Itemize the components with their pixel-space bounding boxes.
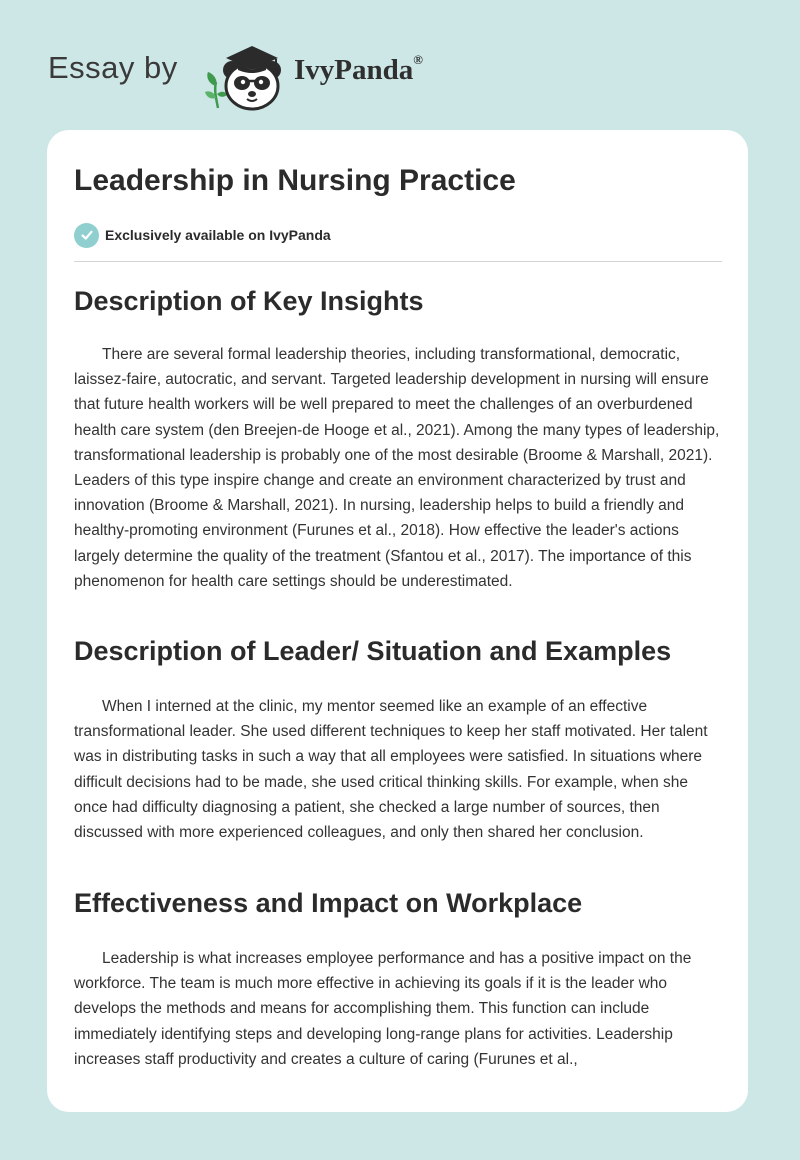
panda-logo-icon[interactable] [200,36,296,112]
section-body-effectiveness: Leadership is what increases employee performance and has a positive impact on the workforce. The team is much more effective in achieving its goals if it is the leader who develops the methods and means for accomplishing them. This function can include immediately identifying steps and developing long-range plans for activities. Leadership increases staff productivity and creates a culture of caring (Furunes et al., [74,950,692,1068]
exclusive-badge [74,222,331,248]
section-heading-leader-situation: Description of Leader/ Situation and Examples [74,636,672,666]
registered-mark: ® [413,52,423,68]
site-header [0,0,800,130]
brand-prefix: Essay by [48,50,178,85]
section-body-key-insights: There are several formal leadership theories, including transformational, democratic, laissez-faire, autocratic, and servant. Targeted leadership development in nursing will ensure that future health workers will be well prepared to meet the challenges of an overburdened health care system (den Breejen-de Hooge et al., 2021). Among the many types of leadership, transformational leadership is probably one of the most desirable (Broome & Marshall, 2021). Leaders of this type inspire change and create an environment characterized by trust and innovation (Broome & Marshall, 2021). In nursing, leadership helps to build a friendly and healthy-promoting environment (Furunes et al., 2018). How effective the leader's actions largely determine the quality of the treatment (Sfantou et al., 2017). The importance of this phenomenon for health care settings should be underestimated. [74,346,720,590]
section-heading-effectiveness: Effectiveness and Impact on Workplace [74,888,583,918]
divider [74,261,722,262]
essay-card [47,130,748,1112]
brand-name[interactable]: IvyPanda® [294,52,423,86]
page-title: Leadership in Nursing Practice [74,164,516,197]
section-heading-key-insights: Description of Key Insights [74,286,424,316]
section-body-leader-situation: When I interned at the clinic, my mentor seemed like an example of an effective transformational leader. She used different techniques to keep her staff motivated. Her talent was in distributing tasks in such a way that all employees were satisfied. In situations where difficult decisions had to be made, she used critical thinking skills. For example, when she once had difficulty diagnosing a patient, she checked a large number of sources, then discussed with more experienced colleagues, and only then shared her conclusion. [74,698,708,842]
check-icon [74,223,99,248]
exclusive-label: Exclusively available on IvyPanda [105,227,331,243]
